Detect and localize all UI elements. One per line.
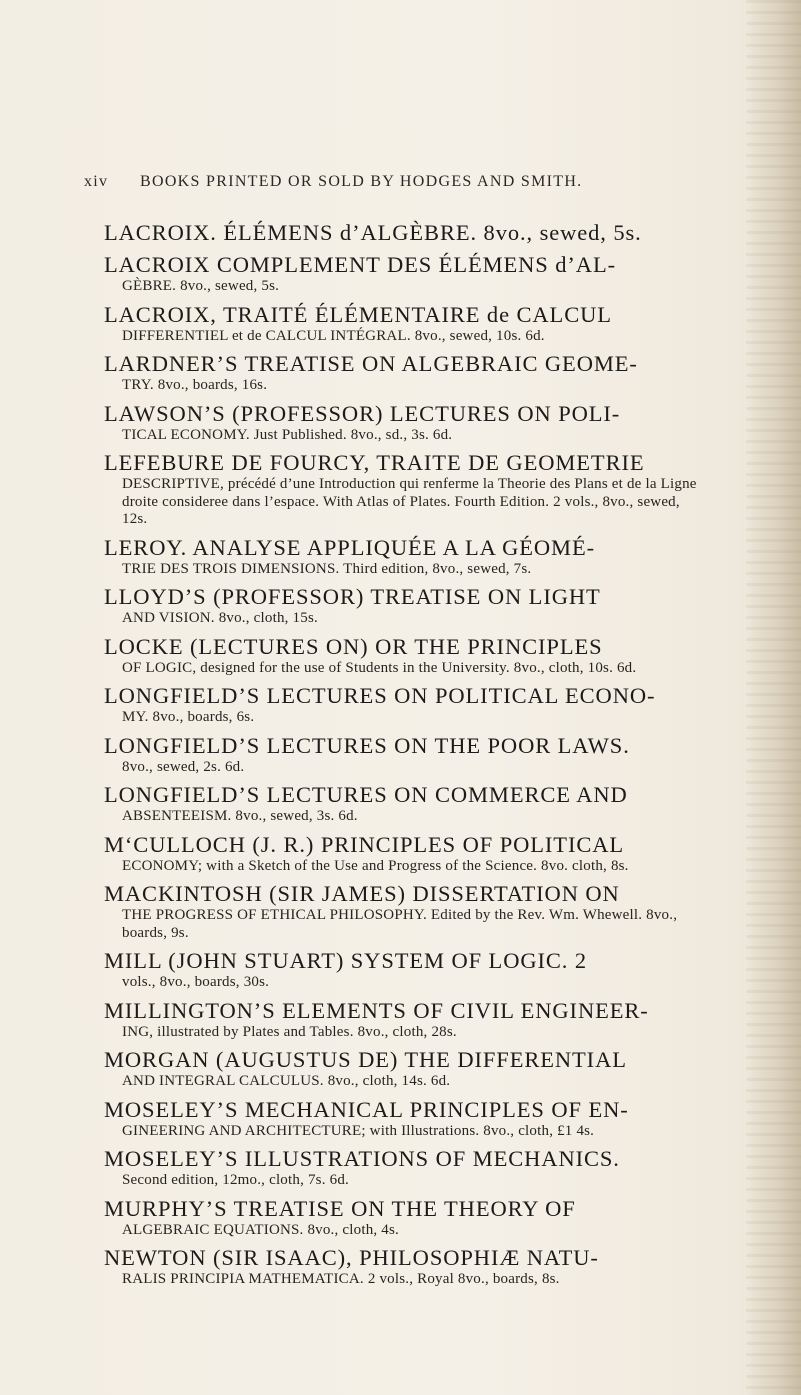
entry-headline: LOCKE (LECTURES ON) OR THE PRINCIPLES (104, 633, 603, 659)
catalogue-entry (104, 1146, 704, 1190)
catalogue-entry (104, 733, 704, 777)
entry-detail: TICAL ECONOMY. Just Published. 8vo., sd., 3s. 6d. (122, 426, 453, 443)
entry-headline: MILLINGTON’S ELEMENTS OF CIVIL ENGINEER- (104, 997, 649, 1023)
entry-detail: DESCRIPTIVE, précédé d’une Introduction qui renferme la Theorie des Plans et de la Ligne droite consideree dans l’espace. With Atlas of Plates. Fourth Edition. 2 vols., 8vo., sewed, 12s. (122, 476, 697, 527)
catalogue-entry (104, 584, 704, 628)
catalogue-entry (104, 302, 704, 346)
entry-detail: TRY. 8vo., boards, 16s. (122, 377, 268, 393)
entry-detail: THE PROGRESS OF ETHICAL PHILOSOPHY. Edited by the Rev. Wm. Whewell. 8vo., boards, 9s. (122, 907, 678, 941)
running-title: BOOKS PRINTED OR SOLD BY HODGES AND SMITH. (140, 173, 583, 190)
catalogue-entry (104, 1245, 704, 1289)
entry-headline: M‘CULLOCH (J. R.) PRINCIPLES OF POLITICAL (104, 831, 625, 857)
entry-headline: LACROIX, TRAITÉ ÉLÉMENTAIRE de CALCUL (104, 301, 612, 327)
entry-headline: LEFEBURE DE FOURCY, TRAITE DE GEOMETRIE (104, 450, 645, 475)
entry-detail: ABSENTEEISM. 8vo., sewed, 3s. 6d. (122, 808, 358, 824)
entry-headline: LONGFIELD’S LECTURES ON COMMERCE AND (104, 782, 628, 807)
entry-detail: ALGEBRAIC EQUATIONS. 8vo., cloth, 4s. (122, 1221, 399, 1238)
entry-detail: DIFFERENTIEL et de CALCUL INTÉGRAL. 8vo., sewed, 10s. 6d. (122, 327, 545, 344)
entry-headline: LACROIX COMPLEMENT DES ÉLÉMENS d’AL- (104, 252, 616, 277)
page-edge-shadow (746, 0, 801, 1395)
entry-headline: LACROIX. ÉLÉMENS d’ALGÈBRE. 8vo., sewed, 5s. (104, 220, 642, 245)
catalogue-entry (104, 220, 704, 246)
catalogue-entry (104, 683, 704, 727)
entry-headline: LONGFIELD’S LECTURES ON THE POOR LAWS. (104, 732, 630, 758)
running-header (84, 173, 724, 191)
entry-headline: MORGAN (AUGUSTUS DE) THE DIFFERENTIAL (104, 1047, 627, 1072)
entry-detail: ING, illustrated by Plates and Tables. 8vo., cloth, 28s. (122, 1023, 457, 1040)
catalogue-entry (104, 252, 704, 296)
catalogue-entry (104, 1047, 704, 1091)
entry-headline: LEROY. ANALYSE APPLIQUÉE A LA GÉOMÉ- (104, 534, 596, 560)
entry-detail: Second edition, 12mo., cloth, 7s. 6d. (122, 1172, 349, 1188)
page-number: xiv (84, 173, 109, 190)
catalogue-entry (104, 535, 704, 579)
catalogue-entry (104, 1097, 704, 1141)
entry-detail: vols., 8vo., boards, 30s. (122, 974, 270, 990)
entry-headline: MOSELEY’S ILLUSTRATIONS OF MECHANICS. (104, 1146, 620, 1171)
entry-headline: NEWTON (SIR ISAAC), PHILOSOPHIÆ NATU- (104, 1245, 599, 1270)
entry-detail: 8vo., sewed, 2s. 6d. (122, 758, 245, 775)
entry-detail: TRIE DES TROIS DIMENSIONS. Third edition, 8vo., sewed, 7s. (122, 560, 532, 577)
entry-detail: AND INTEGRAL CALCULUS. 8vo., cloth, 14s. 6d. (122, 1073, 451, 1089)
entry-detail: GINEERING AND ARCHITECTURE; with Illustrations. 8vo., cloth, £1 4s. (122, 1122, 595, 1139)
entry-headline: LAWSON’S (PROFESSOR) LECTURES ON POLI- (104, 400, 621, 426)
catalogue-entry (104, 782, 704, 826)
catalogue-list (104, 220, 704, 1295)
entry-detail: AND VISION. 8vo., cloth, 15s. (122, 610, 318, 626)
entry-detail: ECONOMY; with a Sketch of the Use and Progress of the Science. 8vo. cloth, 8s. (122, 857, 629, 874)
catalogue-entry (104, 948, 704, 992)
catalogue-entry (104, 351, 704, 395)
entry-detail: MY. 8vo., boards, 6s. (122, 709, 255, 725)
entry-headline: LARDNER’S TREATISE ON ALGEBRAIC GEOME- (104, 351, 638, 376)
catalogue-entry (104, 832, 704, 876)
entry-headline: LLOYD’S (PROFESSOR) TREATISE ON LIGHT (104, 584, 601, 609)
catalogue-entry (104, 634, 704, 678)
entry-detail: RALIS PRINCIPIA MATHEMATICA. 2 vols., Royal 8vo., boards, 8s. (122, 1271, 560, 1287)
entry-detail: OF LOGIC, designed for the use of Students in the University. 8vo., cloth, 10s. 6d. (122, 659, 637, 676)
entry-headline: MACKINTOSH (SIR JAMES) DISSERTATION ON (104, 881, 620, 906)
catalogue-entry (104, 450, 704, 529)
entry-headline: MILL (JOHN STUART) SYSTEM OF LOGIC. 2 (104, 948, 587, 973)
catalogue-entry (104, 881, 704, 942)
catalogue-entry (104, 1196, 704, 1240)
entry-headline: MURPHY’S TREATISE ON THE THEORY OF (104, 1195, 576, 1221)
catalogue-entry (104, 998, 704, 1042)
entry-detail: GÈBRE. 8vo., sewed, 5s. (122, 278, 280, 294)
catalogue-entry (104, 401, 704, 445)
entry-headline: MOSELEY’S MECHANICAL PRINCIPLES OF EN- (104, 1096, 629, 1122)
entry-headline: LONGFIELD’S LECTURES ON POLITICAL ECONO- (104, 683, 656, 708)
